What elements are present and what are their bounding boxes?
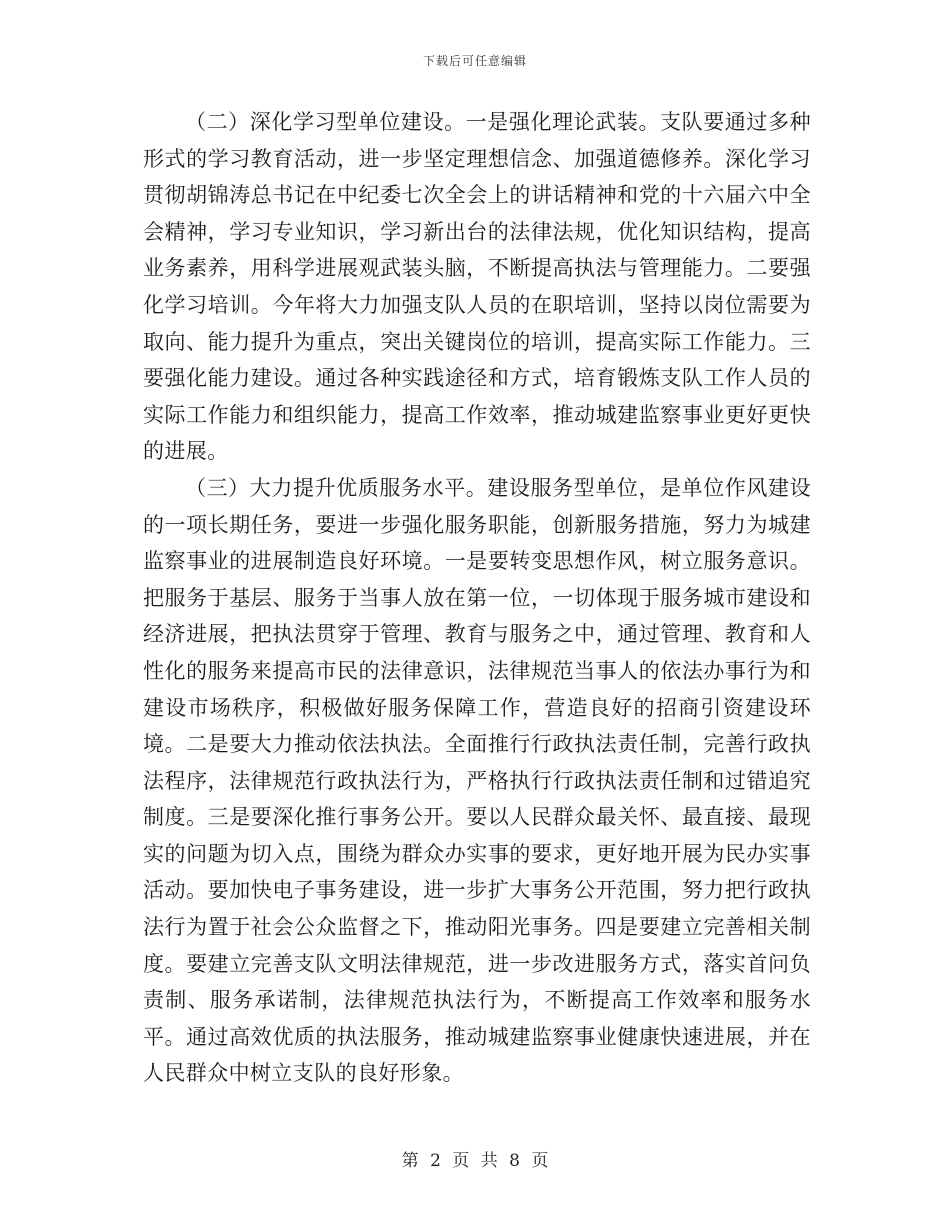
paragraph-section-3: （三）大力提升优质服务水平。建设服务型单位，是单位作风建设的一项长期任务，要进一步强化服务职能，创新服务措施，努力为城建监察事业的进展制造良好环境。一是要转变思想作风，树立服务意识。把服务于基层、服务于当事人放在第一位，一切体现于服务城市建设和经济进展，把执法贯穿于管理、教育与服务之中，通过管理、教育和人性化的服务来提高市民的法律意识，法律规范当事人的依法办事行为和建设市场秩序，积极做好服务保障工作，营造良好的招商引资建设环境。二是要大力推动依法执法。全面推行行政执法责任制，完善行政执法程序，法律规范行政执法行为，严格执行行政执法责任制和过错追究制度。三是要深化推行事务公开。要以人民群众最关怀、最直接、最现实的问题为切入点，围绕为群众办实事的要求，更好地开展为民办实事活动。要加快电子事务建设，进一步扩大事务公开范围，努力把行政执法行为置于社会公众监督之下，推动阳光事务。四是要建立完善相关制度。要建立完善支队文明法律规范，进一步改进服务方式，落实首问负责制、服务承诺制，法律规范执法行为，不断提高工作效率和服务水平。通过高效优质的执法服务，推动城建监察事业健康快速进展，并在人民群众中树立支队的良好形象。 xyxy=(143,475,811,1086)
page-number: 第 2 页 共 8 页 xyxy=(401,1151,549,1171)
page-header: 下载后可任意编辑 xyxy=(422,54,527,68)
paragraph-section-2: （二）深化学习型单位建设。一是强化理论武装。支队要通过多种形式的学习教育活动，进一步坚定理想信念、加强道德修养。深化学习贯彻胡锦涛总书记在中纪委七次全会上的讲话精神和党的十六届六中全会精神，学习专业知识，学习新出台的法律法规，优化知识结构，提高业务素养，用科学进展观武装头脑，不断提高执法与管理能力。二要强化学习培训。今年将大力加强支队人员的在职培训，坚持以岗位需要为取向、能力提升为重点，突出关键岗位的培训，提高实际工作能力。三要强化能力建设。通过各种实践途径和方式，培育锻炼支队工作人员的实际工作能力和组织能力，提高工作效率，推动城建监察事业更好更快的进展。 xyxy=(143,110,811,464)
document-body xyxy=(143,104,811,1092)
